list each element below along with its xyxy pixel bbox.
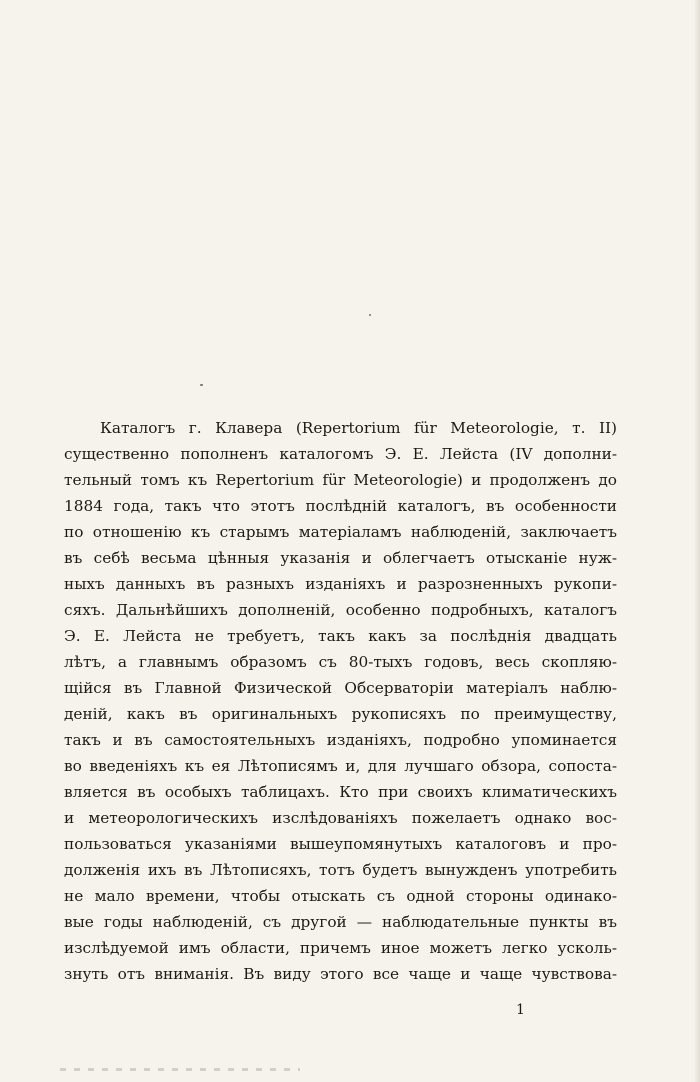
page-number: 1 bbox=[516, 1002, 525, 1018]
text-line: не мало времени, чтобы отыскать съ одной стороны одинако- bbox=[64, 887, 617, 905]
scan-speck bbox=[369, 314, 371, 316]
text-line: въ себѣ весьма цѣнныя указанія и облегчаетъ отысканіе нуж- bbox=[64, 549, 617, 567]
text-line: Э. Е. Лейста не требуетъ, такъ какъ за послѣднія двадцать bbox=[64, 627, 617, 645]
text-line: деній, какъ въ оригинальныхъ рукописяхъ по преимуществу, bbox=[64, 705, 617, 723]
text-line: ныхъ данныхъ въ разныхъ изданіяхъ и разрозненныхъ рукопи- bbox=[64, 575, 617, 593]
text-line: по отношенію къ старымъ матеріаламъ наблюденій, заключаетъ bbox=[64, 523, 617, 541]
scan-artifact bbox=[60, 1068, 300, 1071]
scan-speck bbox=[200, 384, 203, 386]
text-line: знуть отъ вниманія. Въ виду этого все чаще и чаще чувствова- bbox=[64, 965, 617, 983]
text-line: сяхъ. Дальнѣйшихъ дополненій, особенно подробныхъ, каталогъ bbox=[64, 601, 617, 619]
text-line: лѣтъ, а главнымъ образомъ съ 80-тыхъ годовъ, весь скопляю- bbox=[64, 653, 617, 671]
text-line: во введеніяхъ къ ея Лѣтописямъ и, для лучшаго обзора, сопоста- bbox=[64, 757, 617, 775]
text-line: тельный томъ къ Repertorium für Meteorologie) и продолженъ до bbox=[64, 471, 617, 489]
text-line: и метеорологическихъ изслѣдованіяхъ пожелаетъ однако вос- bbox=[64, 809, 617, 827]
text-line: долженія ихъ въ Лѣтописяхъ, тотъ будетъ вынужденъ употребить bbox=[64, 861, 617, 879]
text-line: пользоваться указаніями вышеупомянутыхъ каталоговъ и про- bbox=[64, 835, 617, 853]
text-line: такъ и въ самостоятельныхъ изданіяхъ, подробно упоминается bbox=[64, 731, 617, 749]
text-line: 1884 года, такъ что этотъ послѣдній каталогъ, въ особенности bbox=[64, 497, 617, 515]
text-line: щійся въ Главной Физической Обсерваторіи матеріалъ наблю- bbox=[64, 679, 617, 697]
page-edge-shadow bbox=[694, 0, 700, 1082]
text-line: вляется въ особыхъ таблицахъ. Кто при своихъ климатическихъ bbox=[64, 783, 617, 801]
text-line: изслѣдуемой имъ области, причемъ иное можетъ легко усколь- bbox=[64, 939, 617, 957]
text-line: Каталогъ г. Клавера (Repertorium für Meteorologie, т. II) bbox=[100, 419, 617, 437]
text-line: вые годы наблюденій, съ другой — наблюдательные пункты въ bbox=[64, 913, 617, 931]
text-line: существенно пополненъ каталогомъ Э. Е. Лейста (IV дополни- bbox=[64, 445, 617, 463]
